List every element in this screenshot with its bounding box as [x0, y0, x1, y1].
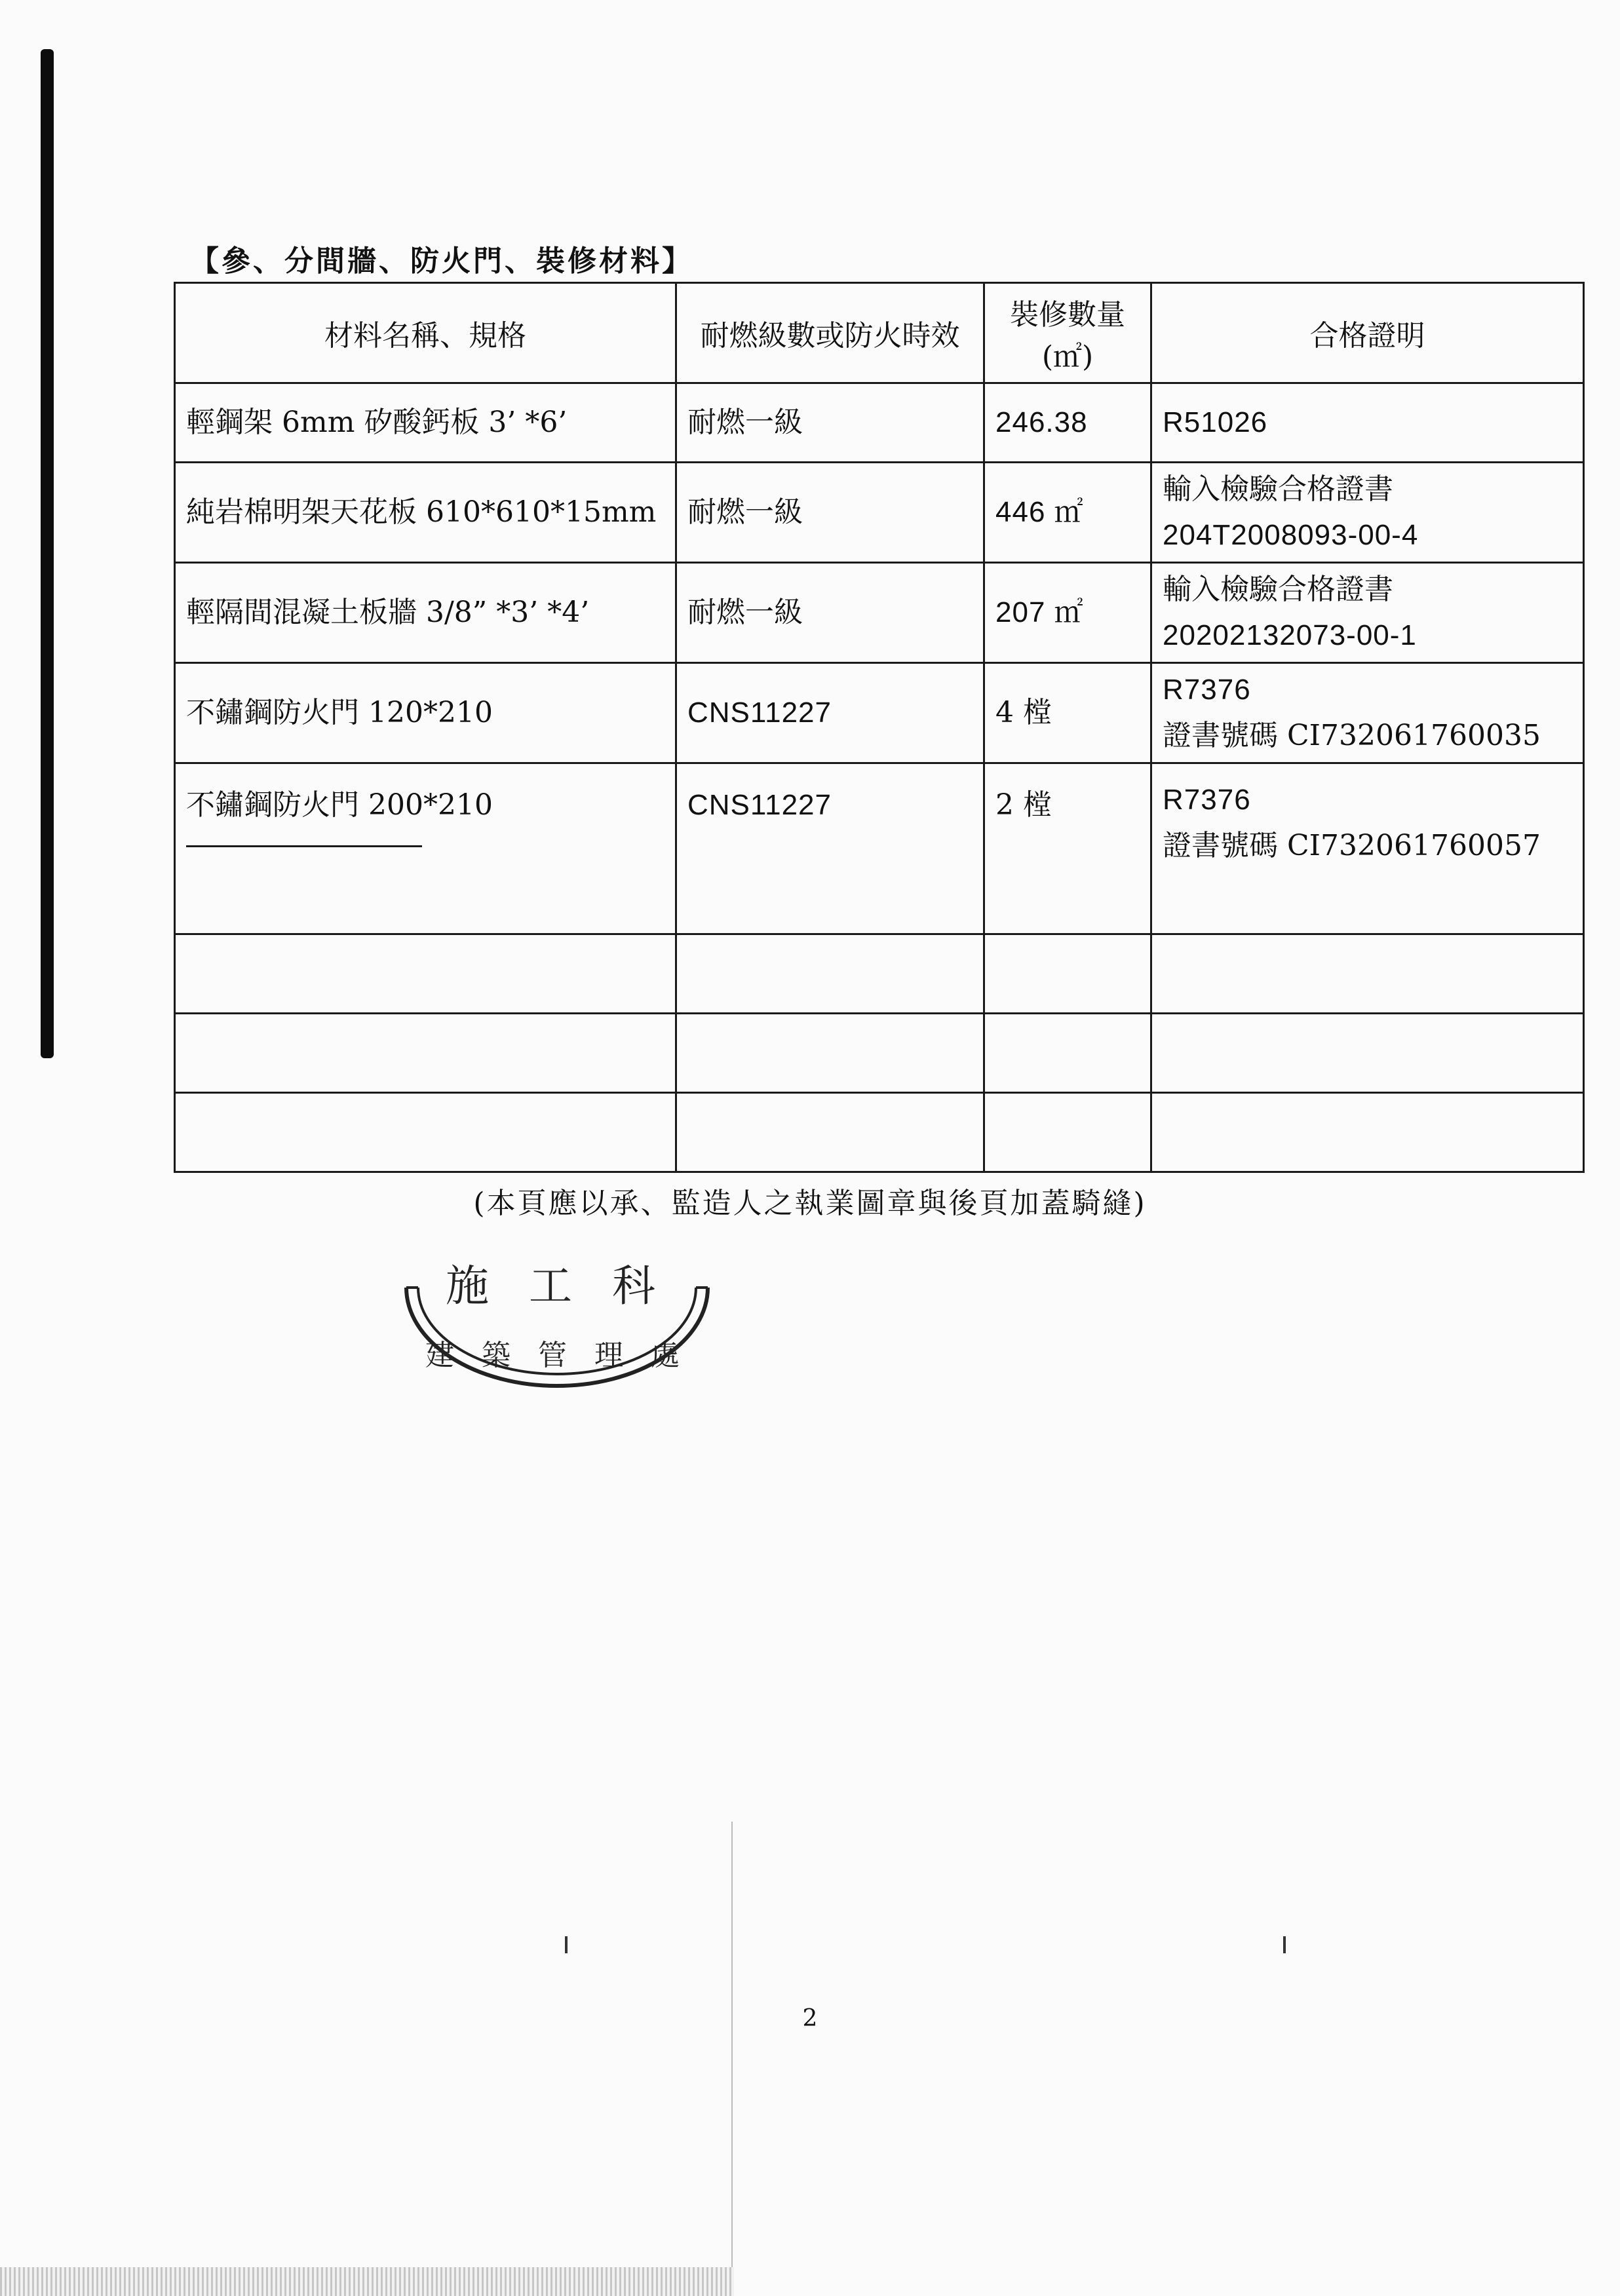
- cell-fire: 耐燃一級: [676, 383, 984, 463]
- fold-line: [731, 1822, 733, 2267]
- cell-fire: 耐燃一級: [676, 563, 984, 663]
- cell-cert: [1151, 663, 1584, 763]
- cell-qty: 246.38: [984, 383, 1151, 463]
- cell-fire: 耐燃一級: [676, 463, 984, 563]
- cert-line-1: R7376: [1163, 673, 1251, 706]
- table-row: [175, 563, 1584, 663]
- cert-line-2: 證書號碼 CI732061760035: [1163, 719, 1541, 752]
- cell-name: [175, 763, 676, 934]
- cert-line-1: R7376: [1163, 784, 1251, 816]
- cert-line-2: 204T2008093-00-4: [1163, 519, 1419, 551]
- cell-cert: [1151, 463, 1584, 563]
- table-row-empty: [175, 1014, 1584, 1093]
- table-header-row: [175, 283, 1584, 383]
- cell-name-text: 不鏽鋼防火門 200*210: [186, 788, 493, 822]
- cert-line-1: R51026: [1163, 406, 1268, 438]
- scan-speck: [565, 1936, 568, 1953]
- cert-line-1: 輸入檢驗合格證書: [1163, 572, 1393, 606]
- cell-fire: CNS11227: [676, 663, 984, 763]
- cell-cert: [1151, 383, 1584, 463]
- official-seal: [387, 1248, 727, 1406]
- scan-noise: [0, 2267, 734, 2296]
- header-qty: [984, 283, 1151, 383]
- cert-line-2: 證書號碼 CI732061760057: [1163, 829, 1541, 863]
- underline-stub: [186, 845, 422, 847]
- header-qty-unit: (㎡): [1041, 340, 1094, 373]
- table-row: [175, 763, 1584, 934]
- cell-name: 不鏽鋼防火門 120*210: [175, 663, 676, 763]
- cell-qty: 207 ㎡: [984, 563, 1151, 663]
- page-number: 2: [802, 2005, 818, 2032]
- cell-name: 輕鋼架 6mm 矽酸鈣板 3’ *6’: [175, 383, 676, 463]
- cert-line-1: 輸入檢驗合格證書: [1163, 472, 1393, 506]
- scan-edge-mark: [41, 49, 54, 1058]
- table-row-empty: [175, 934, 1584, 1014]
- cell-name: 輕隔間混凝土板牆 3/8” *3’ *4’: [175, 563, 676, 663]
- table-row: [175, 463, 1584, 563]
- cell-fire: CNS11227: [676, 763, 984, 934]
- seal-top-text: 施 工 科: [446, 1261, 668, 1311]
- cell-cert: [1151, 763, 1584, 934]
- cell-cert: [1151, 563, 1584, 663]
- header-qty-label: 裝修數量: [1010, 298, 1125, 332]
- cert-line-2: 20202132073-00-1: [1163, 619, 1417, 651]
- header-fire: 耐燃級數或防火時效: [676, 283, 984, 383]
- section-title: 【參、分間牆、防火門、裝修材料】: [190, 244, 693, 278]
- table-row-empty: [175, 1093, 1584, 1172]
- footnote: (本頁應以承、監造人之執業圖章與後頁加蓋騎縫): [473, 1187, 1147, 1220]
- header-name: 材料名稱、規格: [175, 283, 676, 383]
- cell-qty: 2 樘: [984, 763, 1151, 934]
- seal-bottom-text: 建 築 管 理 處: [425, 1339, 689, 1372]
- scan-speck: [1283, 1936, 1286, 1953]
- table-row: [175, 663, 1584, 763]
- header-cert: 合格證明: [1151, 283, 1584, 383]
- table-row: [175, 383, 1584, 463]
- cell-name: 純岩棉明架天花板 610*610*15mm: [175, 463, 676, 563]
- cell-qty: 4 樘: [984, 663, 1151, 763]
- materials-table: [174, 282, 1585, 1173]
- cell-qty: 446 ㎡: [984, 463, 1151, 563]
